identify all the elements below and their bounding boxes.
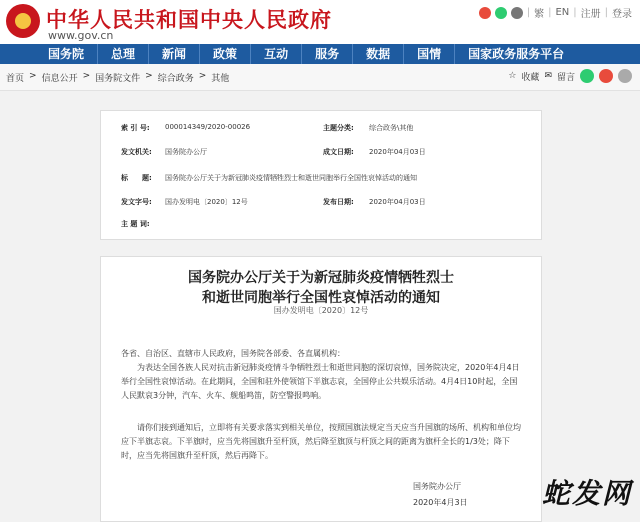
register-link[interactable]: 注册: [580, 9, 601, 20]
breadcrumb-item[interactable]: 国务院文件: [95, 74, 141, 84]
message-link[interactable]: 留言: [556, 72, 575, 83]
watermark: 蛇发网: [541, 477, 632, 510]
article-greeting: 各省、自治区、直辖市人民政府，国务院各部委、各直属机构：: [121, 349, 345, 358]
publish-date-value: 2020年04月03日: [369, 198, 426, 206]
english-link[interactable]: EN: [555, 7, 570, 18]
main-nav: [0, 44, 640, 64]
traditional-link[interactable]: 繁: [534, 9, 545, 20]
site-url[interactable]: www.gov.cn: [48, 29, 114, 42]
site-header: [0, 0, 640, 44]
article-paragraph-1: 为表达全国各族人民对抗击新冠肺炎疫情斗争牺牲烈士和逝世同胞的深切哀悼，国务院决定，2020年4月4日举行全国性哀悼活动。在此期间，全国和驻外使领馆下半旗志哀，全国停止公共娱乐活动。4月4日10时起，全国人民默哀3分钟，汽车、火车、舰船鸣笛，防空警报鸣响。: [121, 363, 520, 400]
issuer-value: 国务院办公厅: [165, 148, 207, 156]
nav-item-news[interactable]: 新闻: [149, 44, 200, 64]
weibo-icon[interactable]: [479, 7, 491, 19]
article-sign-date: 2020年4月3日: [413, 498, 468, 507]
index-label: 索 引 号:: [121, 124, 150, 132]
category-value: 综合政务\其他: [369, 124, 414, 132]
breadcrumb-item[interactable]: 其他: [211, 74, 230, 84]
nav-item-services[interactable]: 服务: [302, 44, 353, 64]
nav-item-premier[interactable]: 总理: [98, 44, 149, 64]
index-value: 000014349/2020-00026: [165, 123, 251, 131]
more-share-icon[interactable]: [618, 69, 632, 83]
issuer-label: 发文机关:: [121, 148, 152, 156]
breadcrumb-bar: [0, 64, 640, 91]
nav-item-state-council[interactable]: 国务院: [0, 44, 98, 64]
breadcrumb: 首页 > 信息公开 > 国务院文件 > 综合政务 > 其他: [6, 71, 230, 84]
weibo-share-icon[interactable]: [599, 69, 613, 83]
page-tools: [508, 69, 632, 83]
article-title-line2: 和逝世同胞举行全国性哀悼活动的通知: [202, 290, 440, 306]
national-emblem-icon[interactable]: [6, 4, 40, 38]
publish-date-label: 发布日期:: [323, 198, 354, 206]
keywords-label: 主 题 词:: [121, 220, 150, 228]
login-link[interactable]: 登录: [612, 9, 632, 20]
app-icon[interactable]: [511, 7, 523, 19]
message-icon[interactable]: ✉: [544, 71, 552, 81]
written-date-value: 2020年04月03日: [369, 148, 426, 156]
nav-item-data[interactable]: 数据: [353, 44, 404, 64]
top-links: | 繁 | EN | 注册 | 登录: [479, 5, 632, 20]
nav-item-policy[interactable]: 政策: [200, 44, 251, 64]
written-date-label: 成文日期:: [323, 148, 354, 156]
docno-value: 国办发明电〔2020〕12号: [165, 198, 248, 206]
docno-label: 发文字号:: [121, 198, 152, 206]
favorite-link[interactable]: 收藏: [521, 72, 540, 83]
star-icon[interactable]: ☆: [508, 71, 517, 81]
article-title-line1: 国务院办公厅关于为新冠肺炎疫情牺牲烈士: [188, 270, 454, 286]
breadcrumb-home[interactable]: 首页: [6, 74, 25, 84]
nav-item-interaction[interactable]: 互动: [251, 44, 302, 64]
document-meta-table: [100, 110, 542, 240]
breadcrumb-item[interactable]: 综合政务: [157, 74, 194, 84]
category-label: 主题分类:: [323, 124, 354, 132]
wechat-share-icon[interactable]: [580, 69, 594, 83]
article-signer: 国务院办公厅: [413, 482, 461, 491]
subject-value: 国务院办公厅关于为新冠肺炎疫情牺牲烈士和逝世同胞举行全国性哀悼活动的通知: [165, 174, 417, 182]
breadcrumb-item[interactable]: 信息公开: [41, 74, 78, 84]
site-name[interactable]: 中华人民共和国中央人民政府: [46, 8, 332, 32]
nav-item-national-info[interactable]: 国情: [404, 44, 455, 64]
wechat-icon[interactable]: [495, 7, 507, 19]
nav-item-service-platform[interactable]: 国家政务服务平台: [468, 47, 565, 61]
subject-label: 标 题:: [121, 174, 152, 182]
article-doc-number: 国办发明电〔2020〕12号: [273, 306, 369, 315]
article-paragraph-2: 请你们接到通知后，立即将有关要求落实到相关单位，按照国旗法规定当天应当升国旗的场所、机构和单位均应下半旗志哀。下半旗时，应当先将国旗升至杆顶，然后降至旗顶与杆顶之间的距离为旗杆全长的1/3处；降下时，应当先将国旗升至杆顶，然后再降下。: [121, 423, 521, 460]
article-body: [100, 256, 542, 522]
